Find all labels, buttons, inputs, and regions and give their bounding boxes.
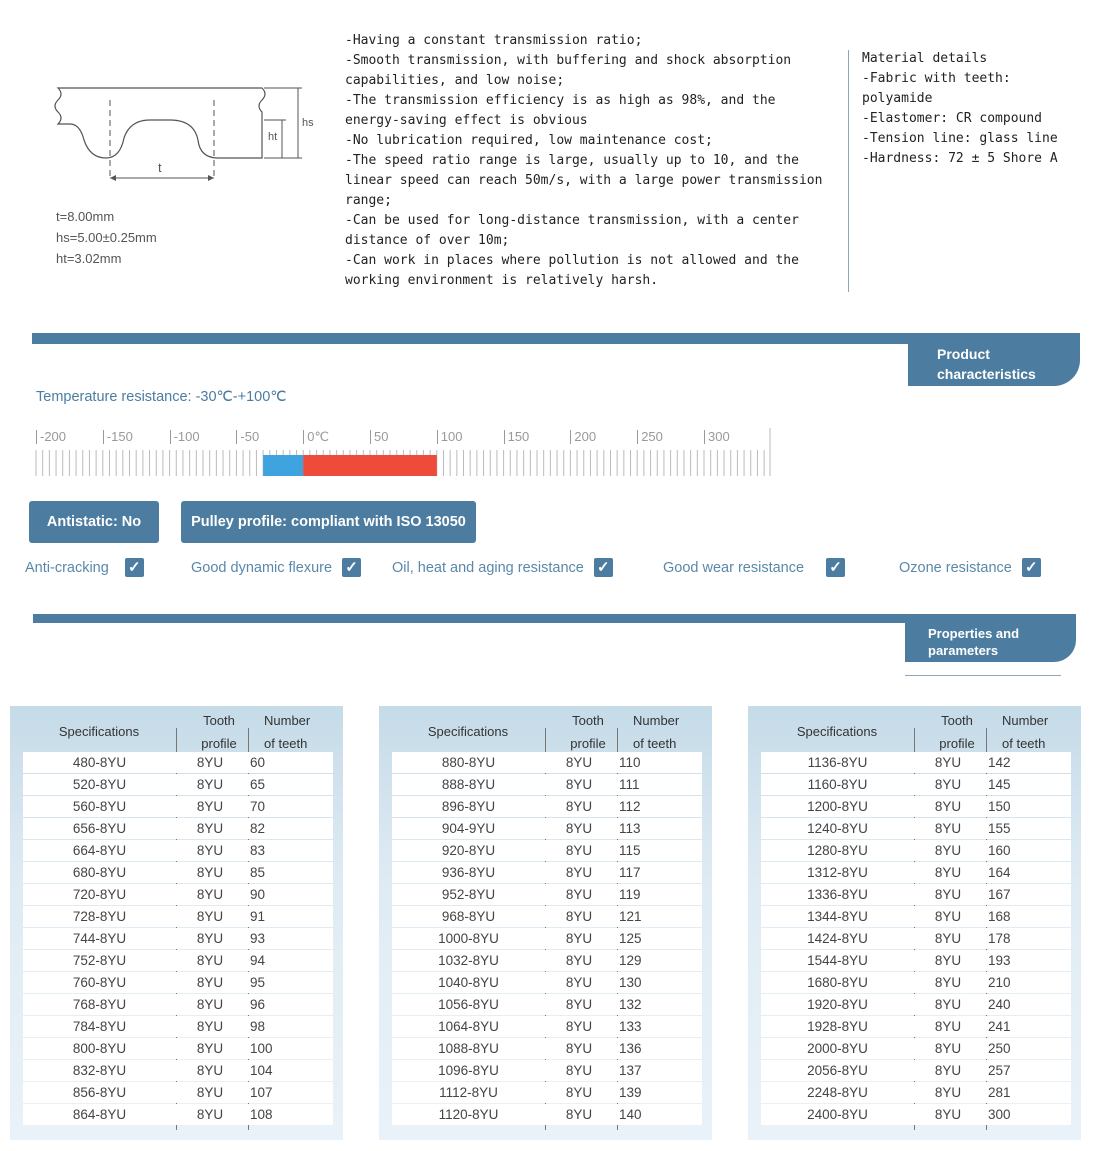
table-row <box>761 796 1071 817</box>
spec-cell: 952-8YU <box>441 887 496 902</box>
feature-label: Good dynamic flexure <box>191 559 333 576</box>
profile-cell: 8YU <box>565 975 593 990</box>
teeth-cell: 145 <box>988 777 1011 792</box>
scale-label: -100 <box>170 430 200 444</box>
table-row <box>23 906 333 927</box>
table-row <box>761 1104 1071 1125</box>
profile-cell: 8YU <box>565 755 593 770</box>
table-row <box>392 906 702 927</box>
teeth-cell: 96 <box>250 997 266 1012</box>
table-row <box>761 862 1071 883</box>
table-row <box>23 1016 333 1037</box>
profile-cell: 8YU <box>934 975 962 990</box>
spec-table <box>748 706 1081 1140</box>
spec-cell: 680-8YU <box>72 865 127 880</box>
spec-table <box>10 706 343 1140</box>
spec-table <box>379 706 712 1140</box>
teeth-cell: 70 <box>250 799 266 814</box>
profile-cell: 8YU <box>565 843 593 858</box>
teeth-cell: 139 <box>619 1085 642 1100</box>
scale-label: -200 <box>36 430 66 444</box>
teeth-cell: 98 <box>250 1019 266 1034</box>
spec-cell: 2248-8YU <box>807 1085 868 1100</box>
table-row <box>761 884 1071 905</box>
profile-cell: 8YU <box>196 1019 224 1034</box>
table-row <box>392 972 702 993</box>
teeth-cell: 115 <box>619 843 641 858</box>
teeth-cell: 130 <box>619 975 642 990</box>
profile-cell: 8YU <box>196 909 224 924</box>
spec-cell: 1032-8YU <box>438 953 499 968</box>
profile-cell: 8YU <box>196 997 224 1012</box>
spec-cell: 744-8YU <box>72 931 127 946</box>
header-spec: Specifications <box>58 724 140 739</box>
check-icon: ✓ <box>826 558 845 577</box>
spec-cell: 968-8YU <box>441 909 496 924</box>
profile-cell: 8YU <box>565 1063 593 1078</box>
table-row <box>392 818 702 839</box>
profile-cell: 8YU <box>196 755 224 770</box>
table-body <box>761 752 1071 1126</box>
table-row <box>392 1016 702 1037</box>
table-row <box>392 862 702 883</box>
spec-cell: 920-8YU <box>441 843 496 858</box>
profile-cell: 8YU <box>934 931 962 946</box>
profile-cell: 8YU <box>934 755 962 770</box>
spec-cell: 1312-8YU <box>807 865 868 880</box>
profile-cell: 8YU <box>934 821 962 836</box>
profile-cell: 8YU <box>565 1107 593 1122</box>
spec-cell: 656-8YU <box>72 821 127 836</box>
spec-cell: 1064-8YU <box>438 1019 499 1034</box>
feature-item <box>899 558 1041 577</box>
table-row <box>392 884 702 905</box>
profile-cell: 8YU <box>934 953 962 968</box>
profile-cell: 8YU <box>565 1085 593 1100</box>
teeth-cell: 112 <box>619 799 641 814</box>
teeth-cell: 125 <box>619 931 642 946</box>
spec-cell: 1344-8YU <box>807 909 868 924</box>
spec-cell: 520-8YU <box>72 777 127 792</box>
table-row <box>761 774 1071 795</box>
profile-cell: 8YU <box>196 799 224 814</box>
temperature-scale <box>30 428 776 478</box>
header-teeth: Number of teeth <box>264 713 311 751</box>
scale-label: 250 <box>637 430 663 444</box>
dimension-list <box>56 206 157 269</box>
temperature-title: Temperature resistance: -30℃-+100℃ <box>36 389 287 405</box>
spec-cell: 936-8YU <box>441 865 496 880</box>
teeth-cell: 140 <box>619 1107 642 1122</box>
feature-label: Oil, heat and aging resistance <box>392 559 584 576</box>
table-row <box>761 840 1071 861</box>
feature-label: Ozone resistance <box>899 559 1012 576</box>
product-characteristics-tag <box>908 333 1080 386</box>
spec-cell: 2000-8YU <box>807 1041 868 1056</box>
table-row <box>23 1038 333 1059</box>
teeth-cell: 178 <box>988 931 1011 946</box>
profile-cell: 8YU <box>196 1063 224 1078</box>
profile-cell: 8YU <box>565 821 593 836</box>
material-details: Material details -Fabric with teeth: polyamide -Elastomer: CR compound -Tension line: glass line -Hardness: 72 ± 5 Shore A <box>862 51 1058 166</box>
teeth-cell: 257 <box>988 1063 1011 1078</box>
teeth-cell: 129 <box>619 953 642 968</box>
spec-cell: 1240-8YU <box>807 821 868 836</box>
header-spec: Specifications <box>796 724 878 739</box>
table-row <box>761 1016 1071 1037</box>
profile-cell: 8YU <box>565 887 593 902</box>
spec-cell: 1056-8YU <box>438 997 499 1012</box>
feature-label: Anti-cracking <box>25 559 109 576</box>
scale-label: 100 <box>437 430 463 444</box>
profile-cell: 8YU <box>565 1019 593 1034</box>
teeth-cell: 160 <box>988 843 1011 858</box>
spec-cell: 1040-8YU <box>438 975 499 990</box>
teeth-cell: 164 <box>988 865 1011 880</box>
dimension-hs: hs=5.00±0.25mm <box>56 230 157 245</box>
spec-cell: 1544-8YU <box>807 953 868 968</box>
table-row <box>392 840 702 861</box>
teeth-cell: 250 <box>988 1041 1011 1056</box>
table-row <box>23 1082 333 1103</box>
profile-cell: 8YU <box>565 909 593 924</box>
spec-cell: 760-8YU <box>72 975 127 990</box>
spec-cell: 880-8YU <box>441 755 496 770</box>
check-icon: ✓ <box>125 558 144 577</box>
profile-cell: 8YU <box>565 931 593 946</box>
profile-cell: 8YU <box>934 1019 962 1034</box>
feature-item <box>663 558 845 577</box>
table-row <box>23 884 333 905</box>
teeth-cell: 83 <box>250 843 266 858</box>
profile-cell: 8YU <box>196 975 224 990</box>
spec-cell: 664-8YU <box>72 843 127 858</box>
properties-tag <box>905 614 1076 662</box>
diagram-hs-label: hs <box>302 117 314 129</box>
table-row <box>23 994 333 1015</box>
teeth-cell: 100 <box>250 1041 273 1056</box>
teeth-cell: 94 <box>250 953 266 968</box>
header-teeth: Number of teeth <box>633 713 680 751</box>
table-row <box>23 796 333 817</box>
teeth-cell: 136 <box>619 1041 642 1056</box>
table-row <box>392 1038 702 1059</box>
teeth-cell: 104 <box>250 1063 273 1078</box>
spec-cell: 1928-8YU <box>807 1019 868 1034</box>
teeth-cell: 121 <box>619 909 642 924</box>
profile-cell: 8YU <box>934 865 962 880</box>
table-row <box>392 1060 702 1081</box>
spec-cell: 1000-8YU <box>438 931 499 946</box>
teeth-cell: 90 <box>250 887 266 902</box>
teeth-cell: 133 <box>619 1019 642 1034</box>
spec-cell: 1136-8YU <box>807 755 868 770</box>
teeth-cell: 95 <box>250 975 266 990</box>
spec-cell: 800-8YU <box>72 1041 127 1056</box>
scale-label: 50 <box>370 430 388 444</box>
spec-cell: 480-8YU <box>72 755 127 770</box>
scale-label: -150 <box>103 430 133 444</box>
table-body <box>392 752 702 1126</box>
table-row <box>392 1104 702 1125</box>
spec-cell: 904-9YU <box>441 821 496 836</box>
profile-cell: 8YU <box>565 1041 593 1056</box>
feature-item <box>392 558 613 577</box>
table-row <box>23 862 333 883</box>
table-row <box>761 1082 1071 1103</box>
profile-cell: 8YU <box>196 931 224 946</box>
properties-underline <box>905 675 1061 676</box>
teeth-cell: 241 <box>988 1019 1011 1034</box>
dimension-ht: ht=3.02mm <box>56 251 122 266</box>
teeth-cell: 65 <box>250 777 266 792</box>
scale-label: 200 <box>570 430 596 444</box>
column-divider <box>848 50 849 292</box>
header-teeth: Number of teeth <box>1002 713 1049 751</box>
spec-cell: 784-8YU <box>72 1019 127 1034</box>
profile-cell: 8YU <box>565 997 593 1012</box>
profile-cell: 8YU <box>565 953 593 968</box>
scale-label: 150 <box>504 430 530 444</box>
product-characteristics-title: Product characteristics <box>937 346 1036 382</box>
check-icon: ✓ <box>342 558 361 577</box>
table-row <box>761 950 1071 971</box>
diagram-ht-label: ht <box>268 131 278 143</box>
table-body <box>23 752 333 1126</box>
header-profile: Tooth profile <box>570 713 606 751</box>
table-row <box>23 928 333 949</box>
profile-cell: 8YU <box>565 777 593 792</box>
profile-cell: 8YU <box>934 887 962 902</box>
profile-cell: 8YU <box>934 997 962 1012</box>
teeth-cell: 167 <box>988 887 1011 902</box>
table-row <box>23 972 333 993</box>
teeth-cell: 137 <box>619 1063 642 1078</box>
profile-cell: 8YU <box>934 1041 962 1056</box>
header-spec: Specifications <box>427 724 509 739</box>
table-row <box>23 1060 333 1081</box>
profile-cell: 8YU <box>196 1041 224 1056</box>
header-profile: Tooth profile <box>201 713 237 751</box>
table-row <box>392 796 702 817</box>
teeth-cell: 119 <box>619 887 641 902</box>
belt-profile-diagram <box>50 80 330 190</box>
pulley-profile-badge: Pulley profile: compliant with ISO 13050 <box>181 501 476 543</box>
teeth-cell: 85 <box>250 865 266 880</box>
diagram-t-label: t <box>158 160 162 175</box>
header-profile: Tooth profile <box>939 713 975 751</box>
profile-cell: 8YU <box>934 909 962 924</box>
table-row <box>761 906 1071 927</box>
hot-range-bar <box>303 455 437 476</box>
teeth-cell: 111 <box>619 777 640 792</box>
table-row <box>392 950 702 971</box>
properties-title: Properties and parameters <box>928 626 1020 658</box>
table-row <box>761 994 1071 1015</box>
spec-cell: 1112-8YU <box>439 1085 498 1100</box>
profile-cell: 8YU <box>934 1107 962 1122</box>
spec-cell: 896-8YU <box>441 799 496 814</box>
table-row <box>23 752 333 773</box>
profile-cell: 8YU <box>196 1085 224 1100</box>
table-row <box>392 752 702 773</box>
teeth-cell: 110 <box>619 755 641 770</box>
teeth-cell: 281 <box>988 1085 1011 1100</box>
spec-cell: 720-8YU <box>72 887 127 902</box>
table-row <box>392 994 702 1015</box>
feature-item <box>25 558 144 577</box>
feature-label: Good wear resistance <box>663 559 805 576</box>
teeth-cell: 107 <box>250 1085 273 1100</box>
table-row <box>761 818 1071 839</box>
spec-cell: 1088-8YU <box>438 1041 499 1056</box>
spec-cell: 1280-8YU <box>807 843 868 858</box>
table-row <box>761 928 1071 949</box>
antistatic-badge: Antistatic: No <box>29 501 159 543</box>
teeth-cell: 210 <box>988 975 1011 990</box>
teeth-cell: 193 <box>988 953 1011 968</box>
spec-cell: 1160-8YU <box>807 777 868 792</box>
spec-cell: 864-8YU <box>72 1107 127 1122</box>
teeth-cell: 132 <box>619 997 642 1012</box>
dimension-t: t=8.00mm <box>56 209 115 224</box>
table-row <box>761 1038 1071 1059</box>
profile-cell: 8YU <box>934 799 962 814</box>
spec-cell: 1336-8YU <box>807 887 868 902</box>
check-icon: ✓ <box>1022 558 1041 577</box>
spec-cell: 1120-8YU <box>438 1107 499 1122</box>
profile-cell: 8YU <box>934 1063 962 1078</box>
scale-label: 300 <box>704 430 730 444</box>
check-icon: ✓ <box>594 558 613 577</box>
spec-cell: 2400-8YU <box>807 1107 868 1122</box>
teeth-cell: 155 <box>988 821 1011 836</box>
scale-label: -50 <box>236 430 259 444</box>
profile-cell: 8YU <box>196 887 224 902</box>
profile-cell: 8YU <box>196 1107 224 1122</box>
teeth-cell: 113 <box>619 821 641 836</box>
teeth-cell: 82 <box>250 821 266 836</box>
profile-cell: 8YU <box>934 1085 962 1100</box>
spec-cell: 832-8YU <box>72 1063 127 1078</box>
spec-cell: 1424-8YU <box>807 931 868 946</box>
teeth-cell: 240 <box>988 997 1011 1012</box>
table-row <box>761 752 1071 773</box>
table-row <box>392 774 702 795</box>
profile-cell: 8YU <box>196 953 224 968</box>
spec-cell: 888-8YU <box>441 777 496 792</box>
spec-cell: 2056-8YU <box>807 1063 868 1078</box>
table-row <box>761 972 1071 993</box>
profile-cell: 8YU <box>196 843 224 858</box>
teeth-cell: 91 <box>250 909 266 924</box>
spec-cell: 856-8YU <box>72 1085 127 1100</box>
teeth-cell: 93 <box>250 931 266 946</box>
cold-range-bar <box>263 455 303 476</box>
spec-cell: 1680-8YU <box>807 975 868 990</box>
profile-cell: 8YU <box>565 865 593 880</box>
table-row <box>392 1082 702 1103</box>
features-description: -Having a constant transmission ratio; -Smooth transmission, with buffering and shock absorption capabilities, and low noise; -The transmission efficiency is as high as 98%, and the energy-saving effect is obvious -No lubrication required, low maintenance cost; -The speed ratio range is large, usually up to 10, and the linear speed can reach 50m/s, with a large power transmission range; -Can be used for long-distance transmission, with a center distance of over 10m; -Can work in places where pollution is not allowed and the working environment is relatively harsh. <box>345 33 823 288</box>
profile-cell: 8YU <box>934 777 962 792</box>
profile-cell: 8YU <box>565 799 593 814</box>
table-row <box>23 1104 333 1125</box>
profile-cell: 8YU <box>196 777 224 792</box>
teeth-cell: 150 <box>988 799 1011 814</box>
table-row <box>23 840 333 861</box>
spec-cell: 560-8YU <box>72 799 127 814</box>
profile-cell: 8YU <box>196 821 224 836</box>
teeth-cell: 142 <box>988 755 1011 770</box>
teeth-cell: 108 <box>250 1107 273 1122</box>
table-row <box>392 928 702 949</box>
teeth-cell: 117 <box>619 865 641 880</box>
spec-cell: 768-8YU <box>72 997 127 1012</box>
profile-cell: 8YU <box>196 865 224 880</box>
spec-cell: 1200-8YU <box>807 799 868 814</box>
teeth-cell: 168 <box>988 909 1011 924</box>
table-row <box>23 774 333 795</box>
spec-cell: 728-8YU <box>72 909 127 924</box>
table-row <box>23 818 333 839</box>
spec-cell: 1920-8YU <box>807 997 868 1012</box>
teeth-cell: 300 <box>988 1107 1011 1122</box>
scale-label: 0℃ <box>303 430 329 444</box>
teeth-cell: 60 <box>250 755 266 770</box>
profile-cell: 8YU <box>934 843 962 858</box>
feature-item <box>191 558 361 577</box>
table-row <box>761 1060 1071 1081</box>
table-row <box>23 950 333 971</box>
spec-cell: 1096-8YU <box>438 1063 499 1078</box>
spec-cell: 752-8YU <box>72 953 127 968</box>
